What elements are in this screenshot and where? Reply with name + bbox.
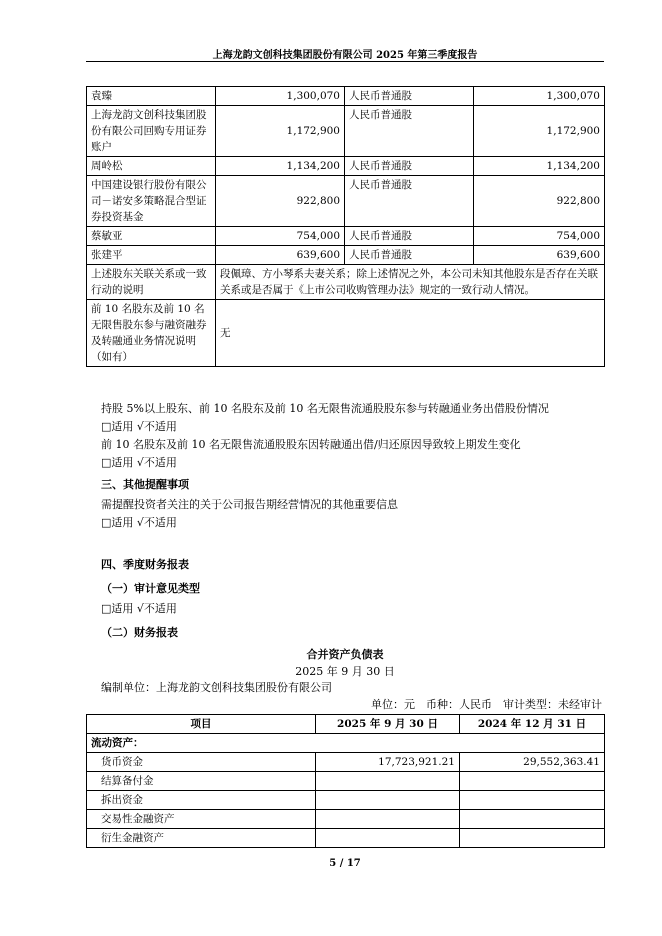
table-row (87, 791, 605, 810)
table-row (87, 753, 605, 772)
table-row (87, 157, 605, 176)
table-row (87, 734, 605, 753)
holder-name: 中国建设银行股份有限公司－诺安多策略混合型证券投资基金 (87, 176, 216, 227)
holder-qty: 1,134,200 (216, 157, 345, 176)
paragraph-change: 前 10 名股东及前 10 名无限售流通股股东因转融通出借/归还原因导致较上期发生变化 (101, 438, 521, 451)
related-text: 段佩璋、方小琴系夫妻关系；除上述情况之外，本公司未知其他股东是否存在关联关系或是否属于《上市公司收购管理办法》规定的一致行动人情况。 (216, 265, 605, 300)
section-label: 流动资产： (87, 734, 605, 753)
prior-value (460, 791, 605, 810)
current-value: 17,723,921.21 (316, 753, 460, 772)
statement-unit: 单位：元 币种：人民币 审计类型：未经审计 (371, 698, 602, 711)
share-type: 人民币普通股 (345, 176, 474, 227)
table-row (87, 246, 605, 265)
item-label: 货币资金 (87, 753, 316, 772)
balance-sheet-table (86, 714, 605, 848)
item-label: 拆出资金 (87, 791, 316, 810)
related-label: 上述股东关联关系或一致行动的说明 (87, 265, 216, 300)
holder-name: 上海龙韵文创科技集团股份有限公司回购专用证券账户 (87, 106, 216, 157)
item-label: 结算备付金 (87, 772, 316, 791)
holder-qty: 639,600 (216, 246, 345, 265)
subsection-statements: （二）财务报表 (101, 626, 178, 639)
column-header: 2024 年 12 月 31 日 (460, 715, 605, 734)
share-type: 人民币普通股 (345, 87, 474, 106)
share-amount: 754,000 (474, 227, 605, 246)
prior-value (460, 810, 605, 829)
statement-date: 2025 年 9 月 30 日 (295, 665, 395, 678)
current-value (316, 829, 460, 848)
top-holders-table (86, 86, 605, 367)
share-amount: 922,800 (474, 176, 605, 227)
share-type: 人民币普通股 (345, 106, 474, 157)
table-row (87, 772, 605, 791)
option-change: □适用 √不适用 (101, 456, 177, 469)
paragraph-reminder: 需提醒投资者关注的关于公司报告期经营情况的其他重要信息 (101, 498, 398, 511)
table-row (87, 300, 605, 367)
current-value (316, 791, 460, 810)
margin-text: 无 (216, 300, 605, 367)
page-number: 5 / 17 (329, 858, 361, 869)
table-row (87, 176, 605, 227)
column-header: 2025 年 9 月 30 日 (316, 715, 460, 734)
subsection-audit: （一）审计意见类型 (101, 582, 200, 595)
header-company: 上海龙韵文创科技集团股份有限公司 (212, 50, 373, 61)
share-type: 人民币普通股 (345, 157, 474, 176)
option-reminder: □适用 √不适用 (101, 516, 177, 529)
holder-name: 张建平 (87, 246, 216, 265)
table-row (87, 810, 605, 829)
holder-name: 蔡敏亚 (87, 227, 216, 246)
table-row (87, 106, 605, 157)
share-amount: 639,600 (474, 246, 605, 265)
header-rule (86, 61, 604, 62)
current-value (316, 772, 460, 791)
page-header (86, 46, 604, 61)
share-type: 人民币普通股 (345, 246, 474, 265)
statement-title: 合并资产负债表 (306, 648, 384, 661)
holder-name: 周岭松 (87, 157, 216, 176)
section-title-4: 四、季度财务报表 (101, 558, 189, 571)
column-header: 项目 (87, 715, 316, 734)
margin-label: 前 10 名股东及前 10 名无限售股东参与融资融券及转融通业务情况说明（如有） (87, 300, 216, 367)
item-label: 交易性金融资产 (87, 810, 316, 829)
holder-qty: 922,800 (216, 176, 345, 227)
prior-value: 29,552,363.41 (460, 753, 605, 772)
holder-name: 袁臻 (87, 87, 216, 106)
table-row (87, 265, 605, 300)
option-lending: □适用 √不适用 (101, 420, 177, 433)
paragraph-lending: 持股 5%以上股东、前 10 名股东及前 10 名无限售流通股股东参与转融通业务出借股份情况 (101, 402, 549, 415)
holder-qty: 1,300,070 (216, 87, 345, 106)
header-report: 2025 年第三季度报告 (376, 50, 478, 61)
table-row (87, 87, 605, 106)
table-row (87, 227, 605, 246)
table-header-row (87, 715, 605, 734)
holder-qty: 1,172,900 (216, 106, 345, 157)
share-amount: 1,172,900 (474, 106, 605, 157)
option-audit: □适用 √不适用 (101, 602, 177, 615)
share-amount: 1,134,200 (474, 157, 605, 176)
table-row (87, 829, 605, 848)
prior-value (460, 829, 605, 848)
share-type: 人民币普通股 (345, 227, 474, 246)
section-title-3: 三、其他提醒事项 (101, 478, 189, 491)
statement-compiler: 编制单位：上海龙韵文创科技集团股份有限公司 (101, 681, 332, 694)
item-label: 衍生金融资产 (87, 829, 316, 848)
current-value (316, 810, 460, 829)
prior-value (460, 772, 605, 791)
holder-qty: 754,000 (216, 227, 345, 246)
share-amount: 1,300,070 (474, 87, 605, 106)
